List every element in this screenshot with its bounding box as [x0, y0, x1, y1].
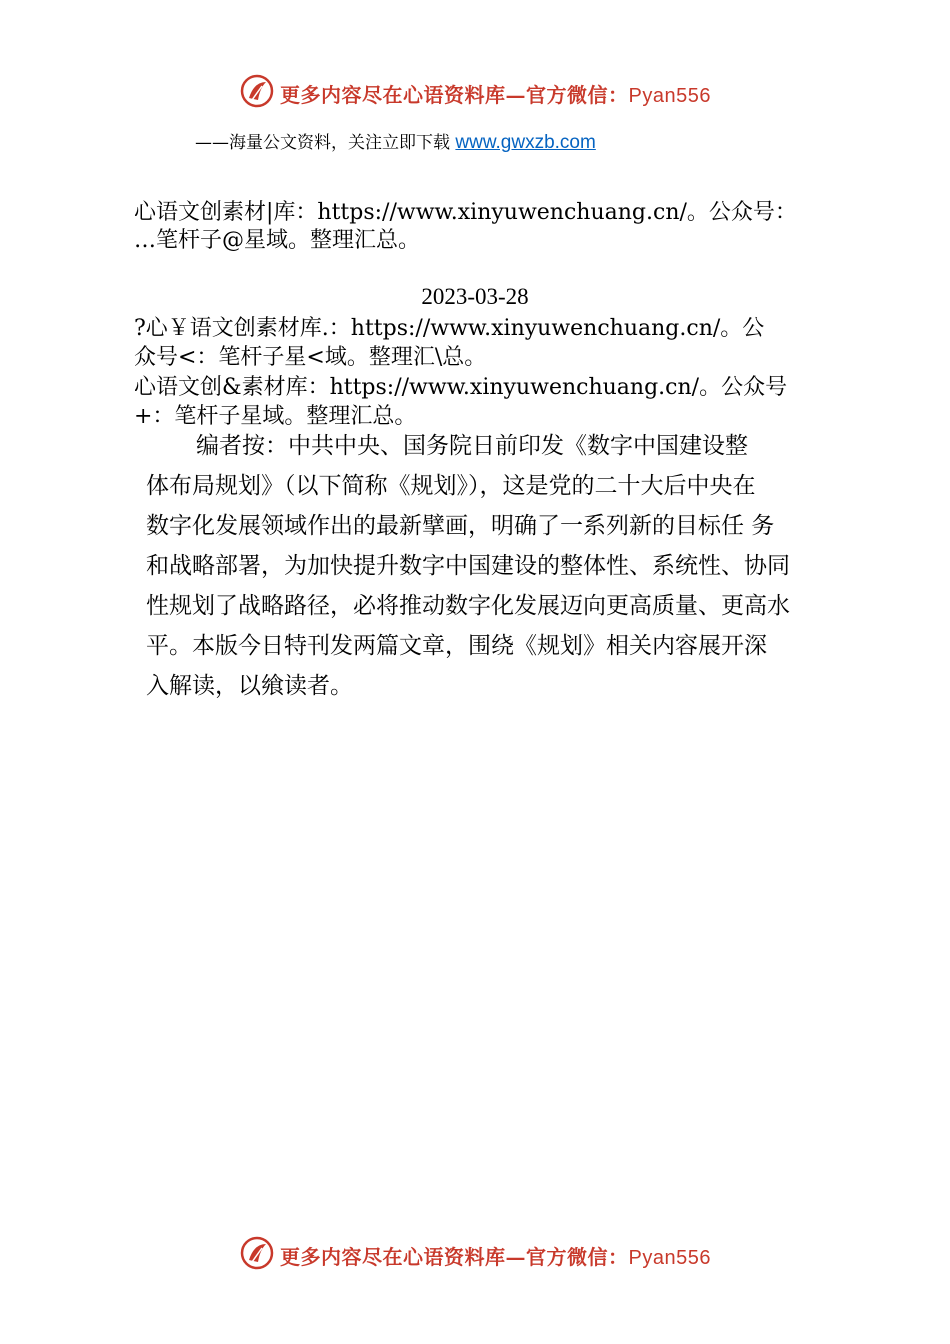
wechat-id: Pyan556: [628, 1247, 711, 1269]
source-line: ?心￥语文创素材库.：https://www.xinyuwenchuang.cn/。公: [134, 316, 765, 341]
source-line: …笔杆子@星域。整理汇总。: [134, 228, 421, 253]
banner-text: 更多内容尽在心语资料库—官方微信：Pyan556: [280, 1245, 711, 1269]
editor-note-line: 性规划了战略路径，必将推动数字化发展迈向更高质量、更高水: [146, 593, 790, 619]
download-note: ——海量公文资料，关注立即下载 www.gwxzb.com: [195, 132, 596, 153]
editor-note-line: 编者按：中共中央、国务院日前印发《数字中国建设整: [196, 433, 748, 459]
source-line: +：笔杆子星域。整理汇总。: [134, 404, 417, 429]
banner-text: 更多内容尽在心语资料库—官方微信：Pyan556: [280, 83, 711, 107]
editor-note: [146, 426, 846, 706]
editor-note-line: 和战略部署，为加快提升数字中国建设的整体性、系统性、协同: [146, 553, 790, 579]
website-link[interactable]: www.gwxzb.com: [455, 132, 596, 153]
source-line: 心语文创&素材库：https://www.xinyuwenchuang.cn/。公众号: [134, 375, 788, 400]
source-line: 心语文创素材|库：https://www.xinyuwenchuang.cn/。公众号：: [134, 200, 797, 225]
wechat-id: Pyan556: [628, 85, 711, 107]
editor-note-line: 数字化发展领域作出的最新擘画，明确了一系列新的目标任 务: [146, 513, 775, 539]
header-banner: [0, 70, 950, 114]
editor-note-line: 平。本版今日特刊发两篇文章，围绕《规划》相关内容展开深: [146, 633, 767, 659]
publish-date: 2023-03-28: [421, 284, 529, 309]
brand-logo-icon: [240, 74, 274, 108]
editor-note-line: 入解读，以飨读者。: [146, 673, 353, 699]
source-line: 众号<：笔杆子星<域。整理汇\总。: [134, 345, 487, 370]
footer-banner: [0, 1232, 950, 1276]
brand-logo-icon: [240, 1236, 274, 1270]
editor-note-line: 体布局规划》（以下简称《规划》），这是党的二十大后中央在: [146, 473, 756, 499]
